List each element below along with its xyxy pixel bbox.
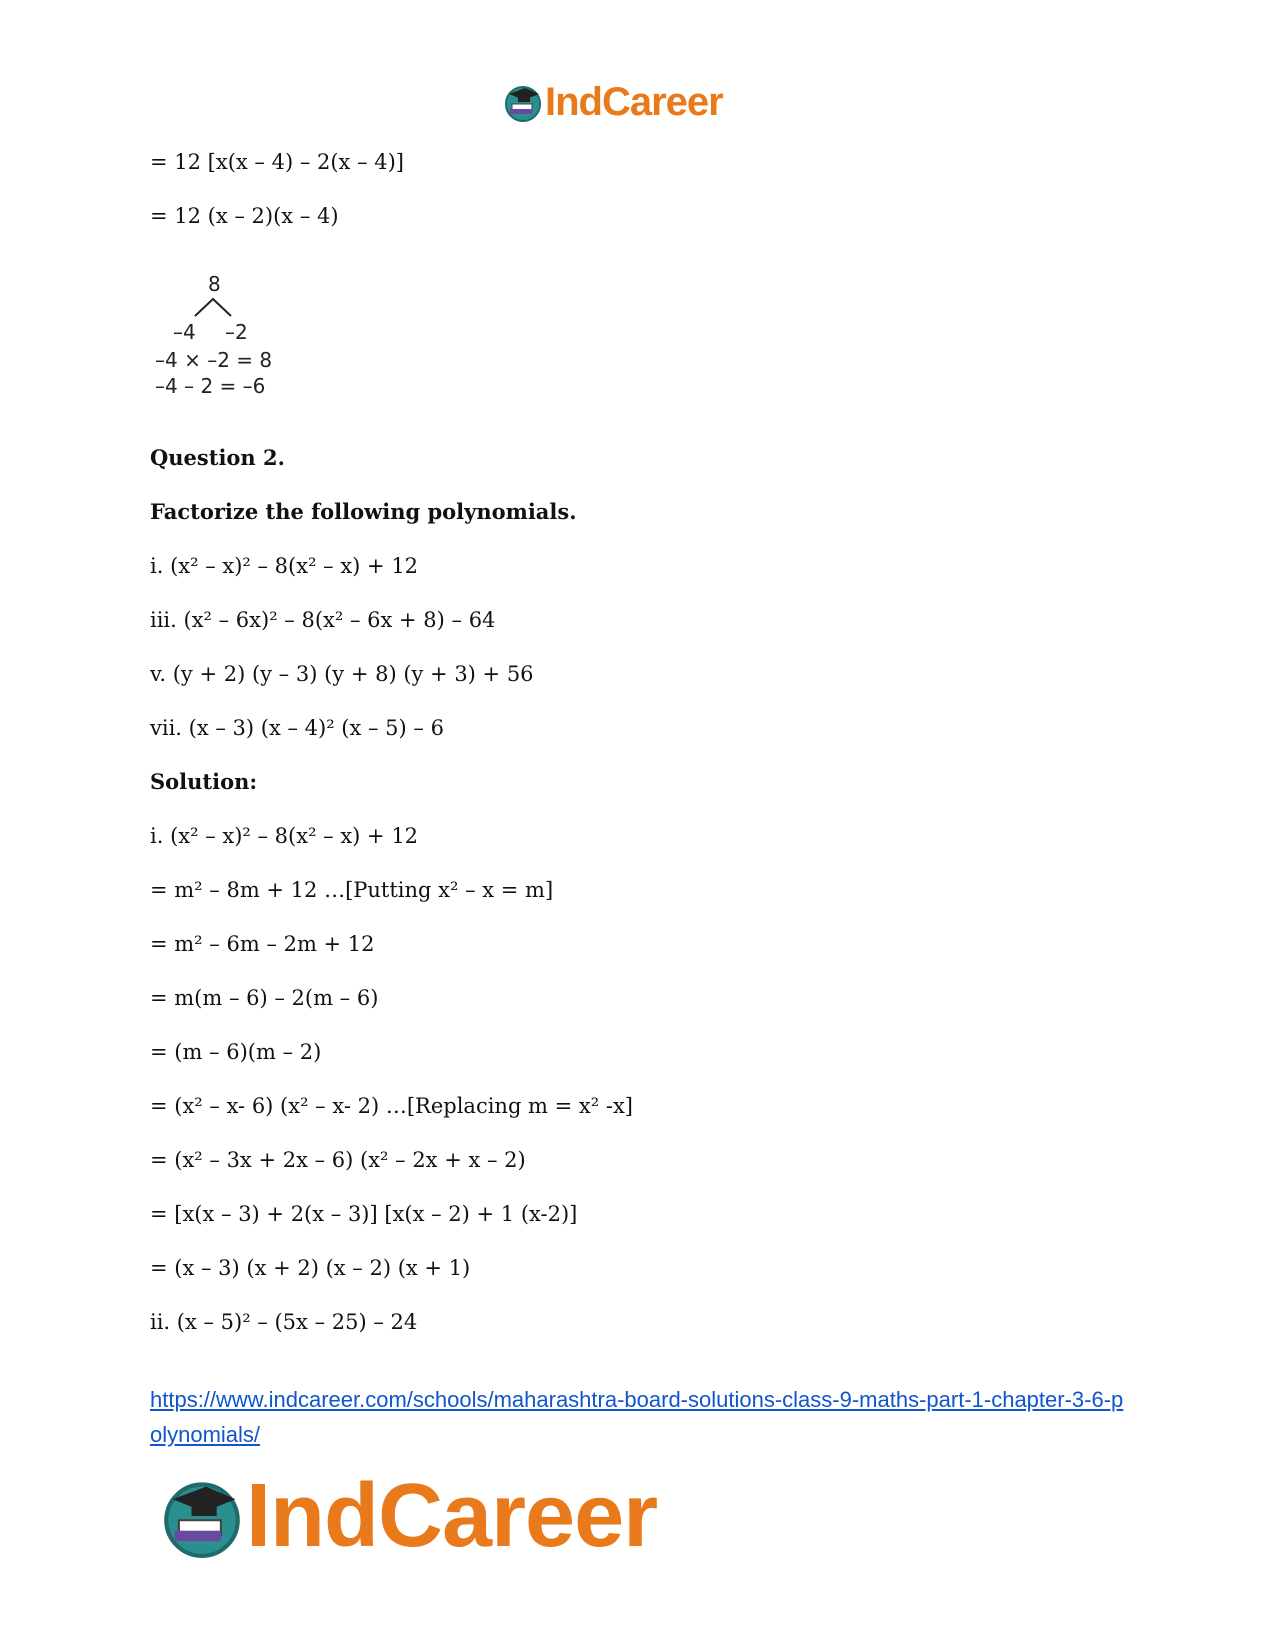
- solution-line: = m² – 6m – 2m + 12: [150, 932, 375, 956]
- source-link[interactable]: https://www.indcareer.com/schools/maharashtra-board-solutions-class-9-maths-part-1-chapter-3-6-polynomials/: [150, 1387, 1124, 1447]
- factor-tree-root: 8: [208, 272, 221, 296]
- factor-tree-right: –2: [225, 320, 248, 344]
- question-item: iii. (x² – 6x)² – 8(x² – 6x + 8) – 64: [150, 608, 496, 632]
- solution-line: = m(m – 6) – 2(m – 6): [150, 986, 379, 1010]
- graduation-globe-icon: [503, 82, 543, 122]
- solution-line: i. (x² – x)² – 8(x² – x) + 12: [150, 824, 419, 848]
- math-line: = 12 [x(x – 4) – 2(x – 4)]: [150, 150, 404, 174]
- footer-logo: [160, 1468, 657, 1564]
- solution-line: = (x – 3) (x + 2) (x – 2) (x + 1): [150, 1256, 471, 1280]
- solution-line: = (m – 6)(m – 2): [150, 1040, 322, 1064]
- factor-tree-sum: –4 – 2 = –6: [155, 374, 266, 398]
- question-instruction: Factorize the following polynomials.: [150, 499, 577, 524]
- solution-line: ii. (x – 5)² – (5x – 25) – 24: [150, 1310, 418, 1334]
- header-logo: [503, 80, 723, 124]
- solution-line: = [x(x – 3) + 2(x – 3)] [x(x – 2) + 1 (x-2)]: [150, 1202, 578, 1226]
- logo-wordmark: IndCareer: [545, 80, 723, 124]
- factor-tree-diagram: [155, 272, 285, 402]
- factor-tree-left: –4: [173, 320, 196, 344]
- graduation-globe-icon: [160, 1474, 244, 1558]
- question-item: vii. (x – 3) (x – 4)² (x – 5) – 6: [150, 716, 444, 740]
- solution-line: = (x² – 3x + 2x – 6) (x² – 2x + x – 2): [150, 1148, 526, 1172]
- factor-tree-product: –4 × –2 = 8: [155, 348, 273, 372]
- question-item: v. (y + 2) (y – 3) (y + 8) (y + 3) + 56: [150, 662, 534, 686]
- math-line: = 12 (x – 2)(x – 4): [150, 204, 339, 228]
- question-heading: Question 2.: [150, 445, 285, 470]
- logo-wordmark: IndCareer: [246, 1466, 658, 1566]
- solution-line: = (x² – x- 6) (x² – x- 2) …[Replacing m = x² -x]: [150, 1094, 633, 1118]
- question-item: i. (x² – x)² – 8(x² – x) + 12: [150, 554, 419, 578]
- factor-tree-branches: [193, 296, 233, 318]
- solution-heading: Solution:: [150, 769, 258, 794]
- solution-line: = m² – 8m + 12 …[Putting x² – x = m]: [150, 878, 554, 902]
